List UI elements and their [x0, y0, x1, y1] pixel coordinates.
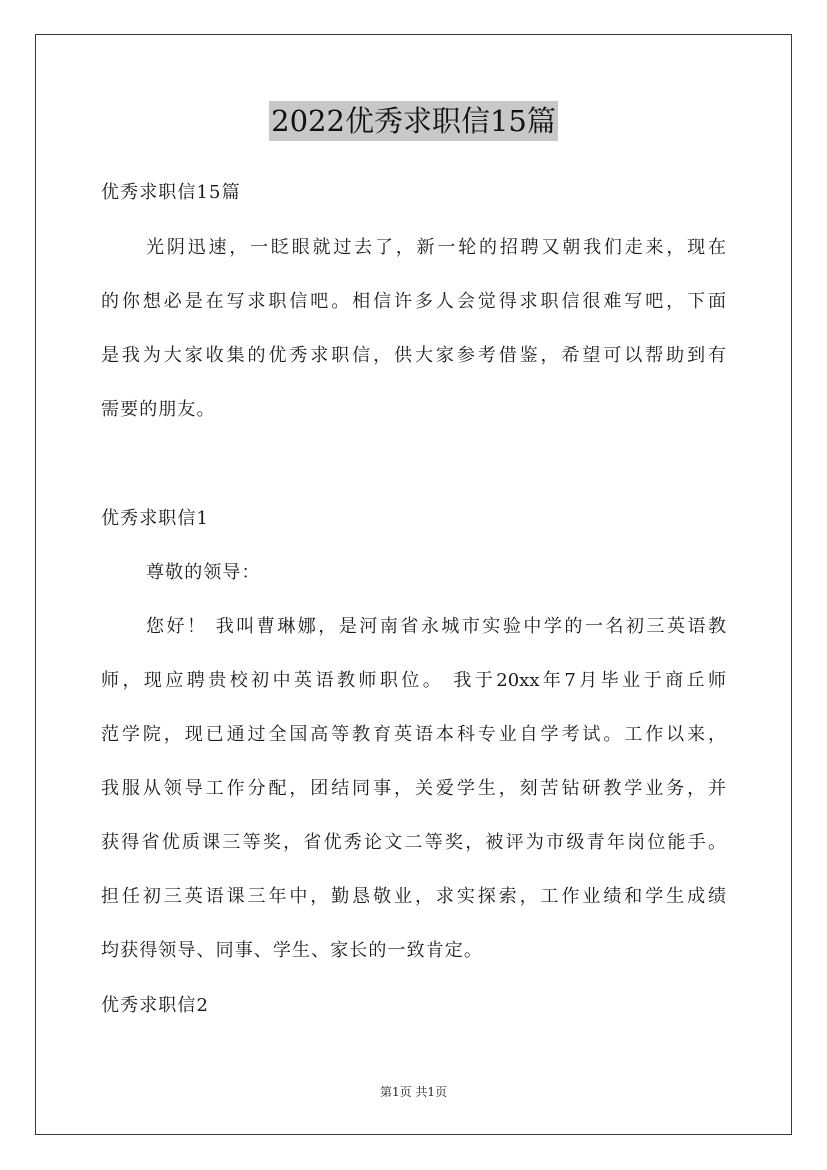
body-line-7: 均获得领导、同事、学生、家长的一致肯定。 — [101, 940, 483, 961]
intro-line-2: 的你想必是在写求职信吧。相信许多人会觉得求职信很难写吧，下面 — [101, 291, 726, 312]
salutation: 尊敬的领导： — [146, 562, 261, 583]
page-footer: 第1页 共1页 — [379, 1085, 448, 1099]
title-container — [0, 101, 827, 141]
body-line-5: 获得省优质课三等奖，省优秀论文二等奖，被评为市级青年岗位能手。 — [101, 832, 726, 853]
letter-1-heading: 优秀求职信1 — [101, 508, 210, 529]
subtitle: 优秀求职信15篇 — [101, 182, 241, 203]
body-line-3: 范学院，现已通过全国高等教育英语本科专业自学考试。工作以来， — [101, 724, 726, 745]
letter-2-heading: 优秀求职信2 — [101, 995, 210, 1016]
intro-line-1: 光阴迅速，一眨眼就过去了，新一轮的招聘又朝我们走来，现在 — [146, 237, 726, 258]
body-line-6: 担任初三英语课三年中，勤恳敬业，求实探索，工作业绩和学生成绩 — [101, 886, 726, 907]
body-line-2: 师，现应聘贵校初中英语教师职位。 我于20xx年7月毕业于商丘师 — [101, 670, 726, 691]
body-line-1: 您好！ 我叫曹琳娜，是河南省永城市实验中学的一名初三英语教 — [146, 616, 726, 637]
document-title: 2022优秀求职信15篇 — [269, 101, 558, 141]
intro-line-4: 需要的朋友。 — [101, 399, 216, 420]
intro-line-3: 是我为大家收集的优秀求职信，供大家参考借鉴，希望可以帮助到有 — [101, 345, 726, 366]
body-line-4: 我服从领导工作分配，团结同事，关爱学生，刻苦钻研教学业务，并 — [101, 778, 726, 799]
